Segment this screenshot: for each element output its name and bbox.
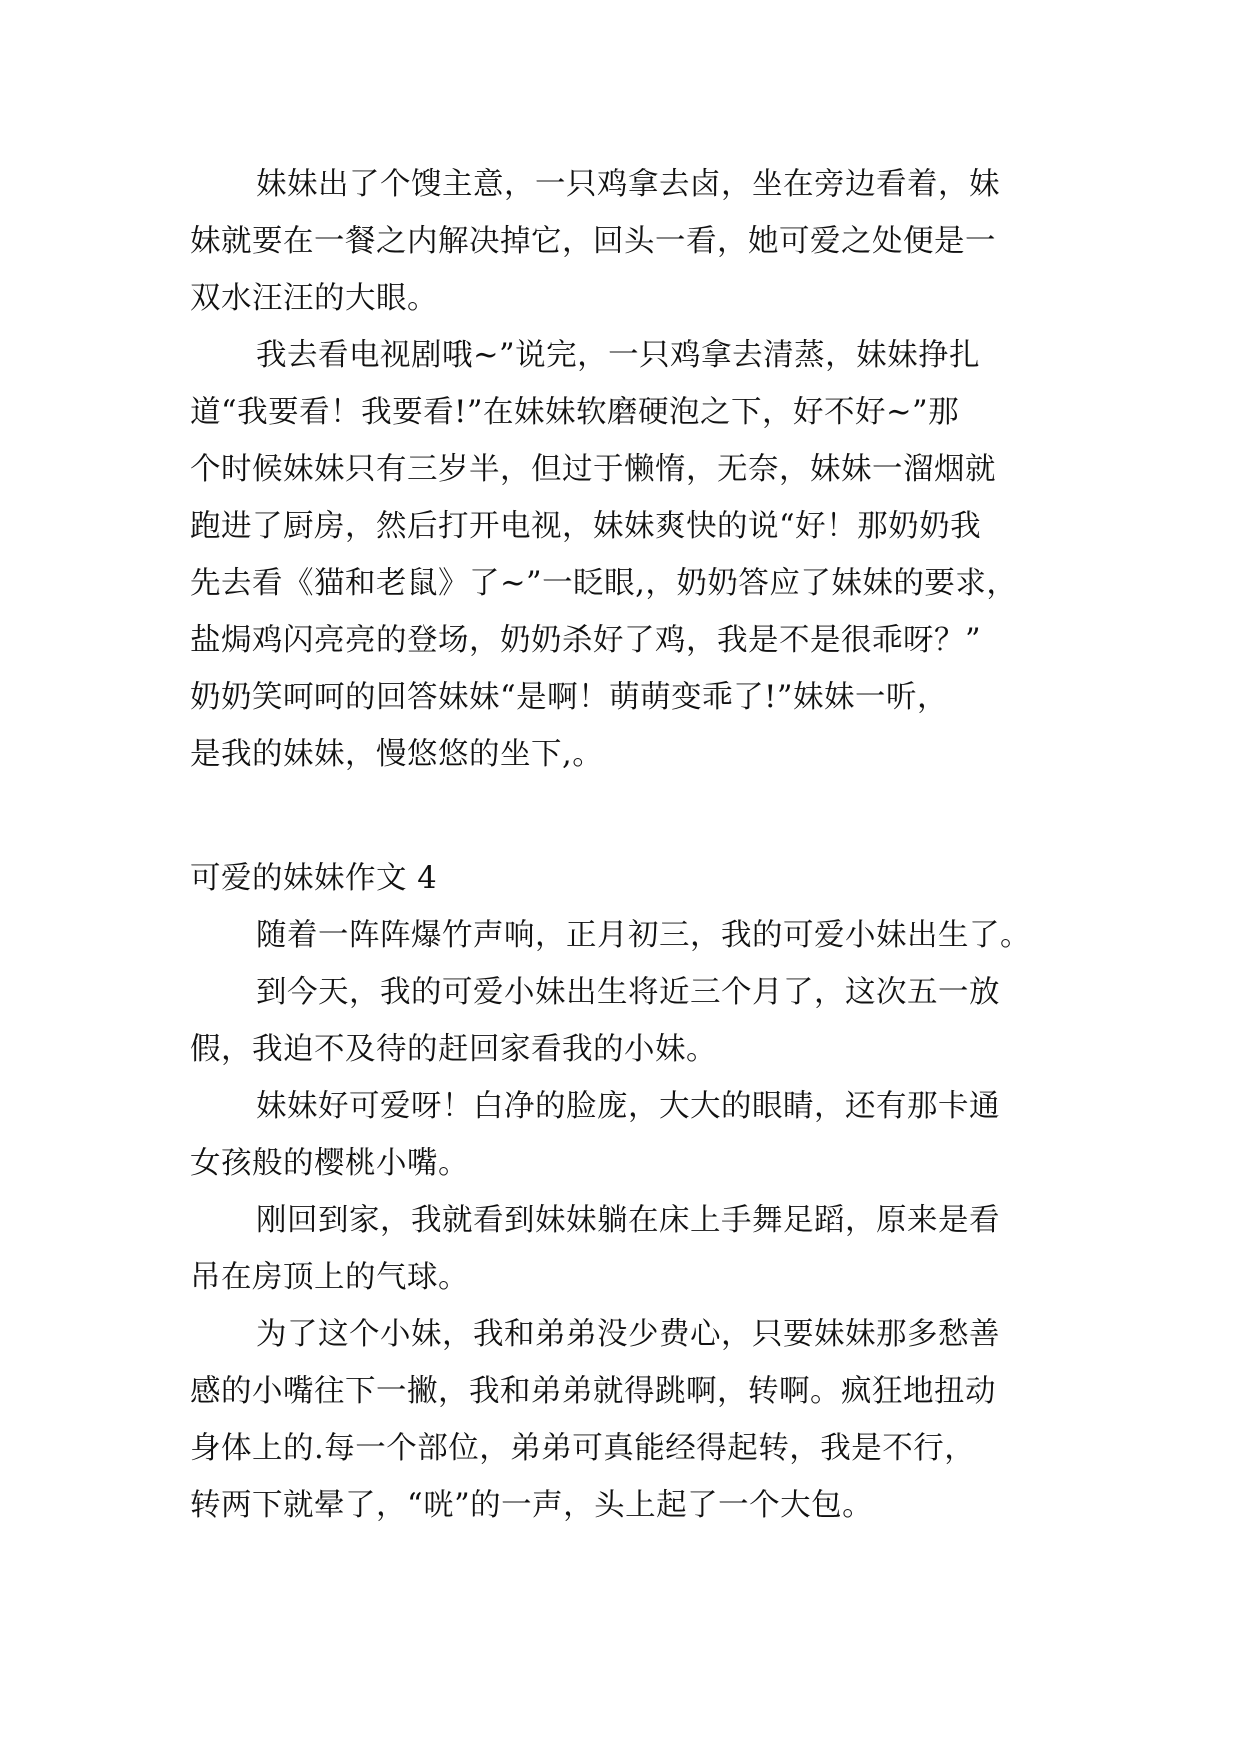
text-line: 随着一阵阵爆竹声响，正月初三，我的可爱小妹出生了。 [256,918,1031,953]
text-line: 妹妹出了个馊主意，一只鸡拿去卤，坐在旁边看着，妹 [256,167,1000,202]
text-line: 妹妹好可爱呀！白净的脸庞，大大的眼睛，还有那卡通 [256,1089,1000,1124]
text-line: 为了这个小妹，我和弟弟没少费心，只要妹妹那多愁善 [256,1317,1000,1352]
text-line: 身体上的.每一个部位，弟弟可真能经得起转，我是不行， [190,1431,976,1466]
text-line: 转两下就晕了，“咣”的一声，头上起了一个大包。 [190,1488,874,1523]
text-line: 双水汪汪的大眼。 [190,281,438,316]
text-line: 我去看电视剧哦~”说完，一只鸡拿去清蒸，妹妹挣扎 [256,338,981,373]
text-line: 假，我迫不及待的赶回家看我的小妹。 [190,1032,717,1067]
text-line: 先去看《猫和老鼠》了~”一眨眼,，奶奶答应了妹妹的要求， [190,566,1018,601]
text-line: 是我的妹妹，慢悠悠的坐下,。 [190,737,604,772]
text-line: 妹就要在一餐之内解决掉它，回头一看，她可爱之处便是一 [190,224,996,259]
text-line: 跑进了厨房，然后打开电视，妹妹爽快的说“好！那奶奶我 [190,509,982,544]
text-line: 道“我要看！我要看!”在妹妹软磨硬泡之下，好不好~”那 [190,395,960,430]
text-line: 感的小嘴往下一撇，我和弟弟就得跳啊，转啊。疯狂地扭动 [190,1374,996,1409]
text-line: 奶奶笑呵呵的回答妹妹“是啊！萌萌变乖了!”妹妹一听， [190,680,948,715]
text-line: 到今天，我的可爱小妹出生将近三个月了，这次五一放 [256,975,1000,1010]
text-line: 刚回到家，我就看到妹妹躺在床上手舞足蹈，原来是看 [256,1203,1000,1238]
text-line: 吊在房顶上的气球。 [190,1260,469,1295]
text-line: 女孩般的樱桃小嘴。 [190,1146,469,1181]
text-line: 盐焗鸡闪亮亮的登场，奶奶杀好了鸡，我是不是很乖呀？” [190,623,982,658]
section-heading: 可爱的妹妹作文 4 [190,861,438,896]
text-line: 个时候妹妹只有三岁半，但过于懒惰，无奈，妹妹一溜烟就 [190,452,996,487]
